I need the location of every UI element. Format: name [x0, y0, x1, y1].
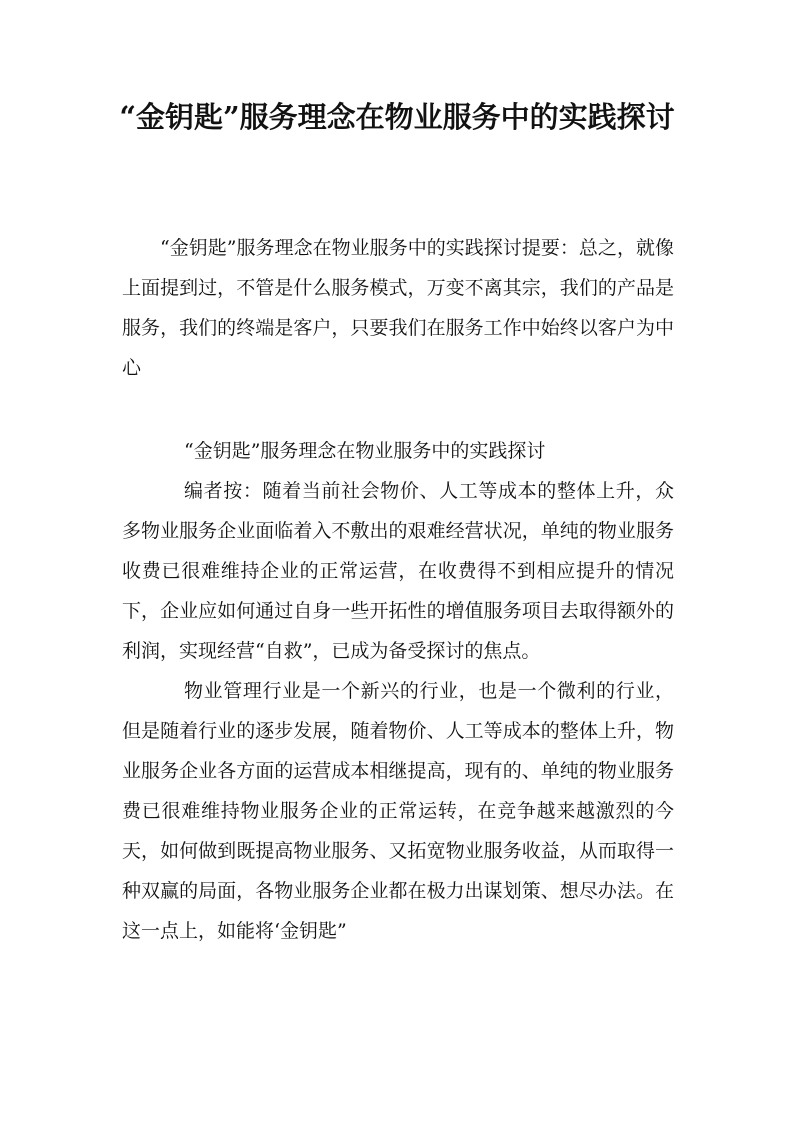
document-body	[122, 431, 674, 951]
body-paragraph: 编者按：随着当前社会物价、人工等成本的整体上升，众多物业服务企业面临着入不敷出的艰难经营状况，单纯的物业服务收费已很难维持企业的正常运营，在收费得不到相应提升的情况下，企业应如何通过自身一些开拓性的增值服务项目去取得额外的利润，实现经营“自救”，已成为备受探讨的焦点。	[122, 480, 674, 662]
summary-paragraph: “金钥匙”服务理念在物业服务中的实践探讨提要：总之，就像上面提到过，不管是什么服务模式，万变不离其宗，我们的产品是服务，我们的终端是客户，只要我们在服务工作中始终以客户为中心	[122, 237, 674, 379]
document-title: “金钥匙”服务理念在物业服务中的实践探讨	[119, 100, 675, 134]
body-paragraph: 物业管理行业是一个新兴的行业，也是一个微利的行业，但是随着行业的逐步发展，随着物价、人工等成本的整体上升，物业服务企业各方面的运营成本相继提高，现有的、单纯的物业服务费已很难维持物业服务企业的正常运转，在竞争越来越激烈的今天，如何做到既提高物业服务、又拓宽物业服务收益，从而取得一种双赢的局面，各物业服务企业都在极力出谋划策、想尽办法。在这一点上，如能将‘金钥匙”	[122, 680, 674, 942]
section-subtitle: “金钥匙”服务理念在物业服务中的实践探讨	[184, 440, 546, 462]
